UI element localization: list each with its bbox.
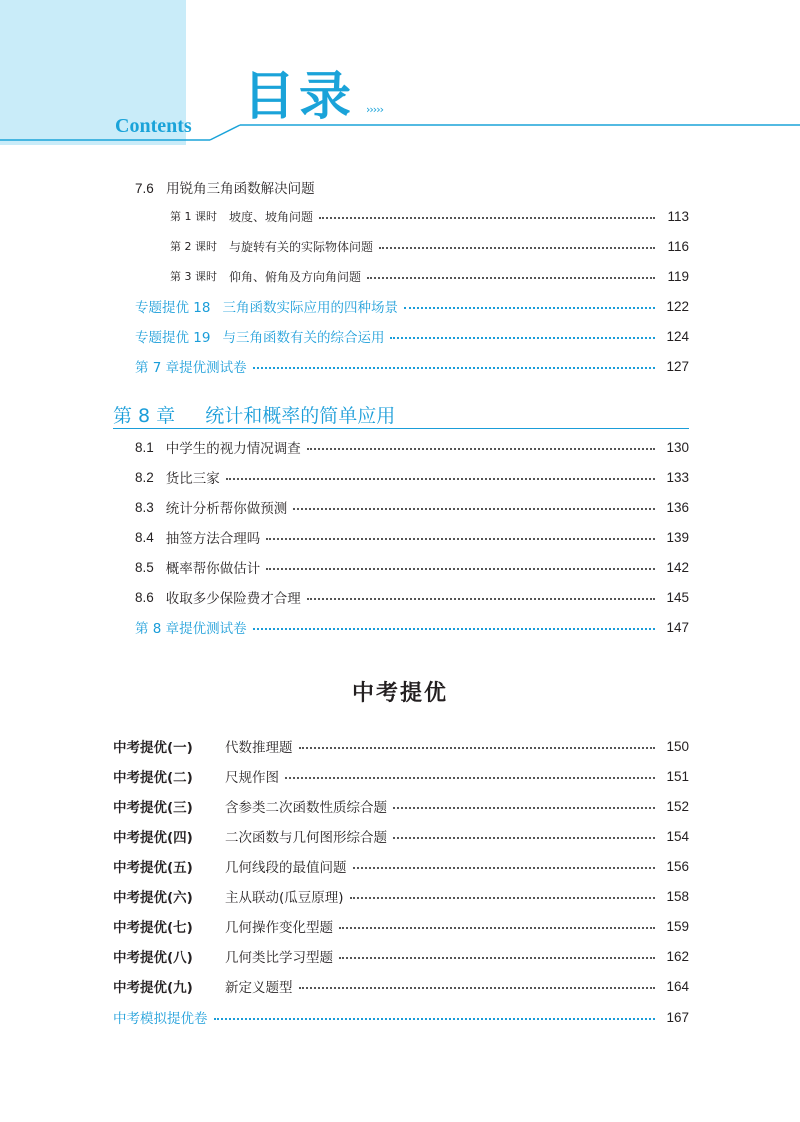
zhongkao-title: 几何类比学习型题 [225,950,333,966]
zhongkao-number: 中考提优(三) [113,800,193,816]
lesson-title: 仰角、俯角及方向角问题 [229,269,362,284]
toc-zhongkao-8[interactable] [113,945,689,967]
page-number: 119 [667,268,689,284]
zhongkao-title: 代数推理题 [225,740,293,756]
section-title: 统计分析帮你做预测 [165,501,288,517]
leader-dots [319,217,655,219]
toc-zhongkao-5[interactable] [113,855,689,877]
toc-zhongkao-4[interactable] [113,825,689,847]
zhongkao-number: 中考提优(二) [113,770,193,786]
leader-dots [350,897,655,899]
page-number: 122 [666,298,689,314]
section-title: 抽签方法合理吗 [165,531,261,547]
zhongkao-title: 尺规作图 [225,770,279,786]
toc-zhongkao-7[interactable] [113,915,689,937]
leader-dots [353,867,656,869]
test-label: 第 7 章提优测试卷 [135,360,247,376]
section-number: 8.6 [135,589,154,605]
leader-dots [339,957,655,959]
lesson-number: 第 3 课时 [170,270,217,283]
toc-zhongkao-2[interactable] [113,765,689,787]
chapter-divider [113,428,689,429]
page-number: 150 [666,738,689,754]
zhongkao-number: 中考提优(八) [113,950,193,966]
section-number: 8.3 [135,499,154,515]
mock-test-label: 中考模拟提优卷 [113,1011,208,1027]
toc-section-8-6[interactable] [135,586,689,608]
section-title: 收取多少保险费才合理 [165,591,301,607]
toc-lesson-2[interactable] [170,235,689,257]
leader-dots [393,837,655,839]
page-number: 167 [666,1009,689,1025]
lesson-number: 第 1 课时 [170,210,217,223]
page-number: 145 [666,589,689,605]
page-number: 152 [666,798,689,814]
chapter-8-heading[interactable] [113,401,395,428]
page-number: 159 [666,918,689,934]
toc-section-8-4[interactable] [135,526,689,548]
toc-chapter-7-test[interactable] [135,355,689,377]
page-number: 158 [666,888,689,904]
leader-dots [307,448,655,450]
toc-mock-test[interactable] [113,1006,689,1028]
leader-dots [226,478,655,480]
lesson-number: 第 2 课时 [170,240,217,253]
zhongkao-number: 中考提优(四) [113,830,193,846]
leader-dots [285,777,655,779]
section-number: 8.1 [135,439,154,455]
chapter-title: 统计和概率的简单应用 [205,405,396,427]
test-label: 第 8 章提优测试卷 [135,621,247,637]
page-number: 154 [666,828,689,844]
zhongkao-title: 二次函数与几何图形综合题 [225,830,387,846]
section-title: 中学生的视力情况调查 [165,441,301,457]
zhongkao-title: 几何操作变化型题 [225,920,333,936]
leader-dots [253,367,655,369]
page-number: 162 [666,948,689,964]
topic-title: 三角函数实际应用的四种场景 [222,300,398,316]
page-title: 目录 [243,67,356,127]
toc-zhongkao-1[interactable] [113,735,689,757]
leader-dots [293,508,655,510]
toc-section-7-6[interactable] [135,177,315,197]
leader-dots [299,987,656,989]
zhongkao-heading: 中考提优 [351,680,448,706]
page-number: 124 [666,328,689,344]
zhongkao-title: 新定义题型 [225,980,293,996]
leader-dots [393,807,655,809]
page-number: 127 [666,358,689,374]
page-number: 151 [666,768,689,784]
page-number: 133 [666,469,689,485]
section-title: 概率帮你做估计 [165,561,261,577]
section-number: 8.2 [135,469,154,485]
topic-number: 专题提优 18 [135,300,211,316]
toc-lesson-1[interactable] [170,205,689,227]
zhongkao-number: 中考提优(一) [113,740,193,756]
toc-chapter-8-test[interactable] [135,616,689,638]
topic-title: 与三角函数有关的综合运用 [222,330,385,346]
leader-dots [266,538,655,540]
zhongkao-title: 几何线段的最值问题 [225,860,347,876]
section-title: 用锐角三角函数解决问题 [166,181,315,197]
toc-topic-18[interactable] [135,295,689,317]
zhongkao-number: 中考提优(九) [113,980,193,996]
page-number: 139 [666,529,689,545]
zhongkao-number: 中考提优(六) [113,890,193,906]
page-number: 156 [666,858,689,874]
zhongkao-number: 中考提优(五) [113,860,193,876]
toc-zhongkao-3[interactable] [113,795,689,817]
topic-number: 专题提优 19 [135,330,211,346]
section-number: 8.5 [135,559,154,575]
page-number: 130 [666,439,689,455]
page-number: 147 [666,619,689,635]
leader-dots [299,747,656,749]
toc-lesson-3[interactable] [170,265,689,287]
leader-dots [367,277,655,279]
leader-dots [214,1018,656,1020]
zhongkao-number: 中考提优(七) [113,920,193,936]
contents-label: Contents [115,115,192,137]
toc-section-8-2[interactable] [135,466,689,488]
page-number: 113 [667,208,689,224]
page-number: 164 [666,978,689,994]
section-number: 8.4 [135,529,154,545]
toc-section-8-5[interactable] [135,556,689,578]
title-arrows: ››››› [366,103,383,116]
toc-topic-19[interactable] [135,325,689,347]
section-number: 7.6 [135,181,154,196]
zhongkao-title: 主从联动(瓜豆原理) [225,890,344,906]
chapter-number: 第 8 章 [113,405,176,427]
page-number: 136 [666,499,689,515]
section-title: 货比三家 [165,471,220,487]
zhongkao-title: 含参类二次函数性质综合题 [225,800,387,816]
leader-dots [404,307,655,309]
toc-section-8-3[interactable] [135,496,689,518]
page-number: 142 [666,559,689,575]
leader-dots [379,247,655,249]
leader-dots [339,927,655,929]
toc-zhongkao-9[interactable] [113,975,689,997]
toc-section-8-1[interactable] [135,436,689,458]
lesson-title: 与旋转有关的实际物体问题 [229,239,374,254]
toc-zhongkao-6[interactable] [113,885,689,907]
leader-dots [253,628,655,630]
page-number: 116 [667,238,689,254]
leader-dots [390,337,655,339]
leader-dots [266,568,655,570]
lesson-title: 坡度、坡角问题 [229,209,314,224]
leader-dots [307,598,655,600]
